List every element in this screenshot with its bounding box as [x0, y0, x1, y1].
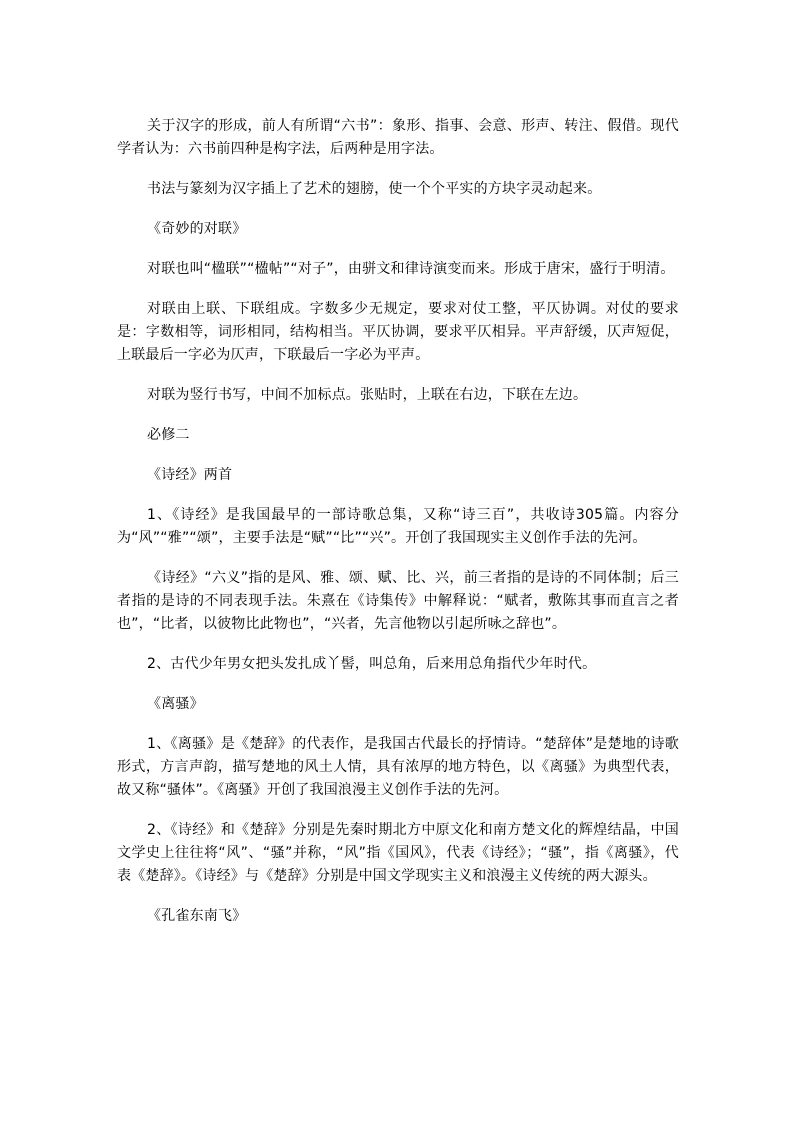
- paragraph-six-scripts: 关于汉字的形成，前人有所谓“六书”：象形、指事、会意、形声、转注、假借。现代学者认为：六书前四种是构字法，后两种是用字法。: [117, 118, 679, 157]
- paragraph-six-principles: 《诗经》“六义”指的是风、雅、颂、赋、比、兴，前三者指的是诗的不同体制；后三者指的是诗的不同表现手法。朱熹在《诗集传》中解释说：“赋者，敷陈其事而直言之者也”，“比者，以彼物比此物也”，“兴者，先言他物以引起所咏之辞也”。: [117, 570, 679, 632]
- heading-book-of-songs: 《诗经》两首: [147, 467, 233, 483]
- heading-couplets: 《奇妙的对联》: [147, 221, 247, 237]
- paragraph-zongjiao: 2、古代少年男女把头发扎成丫髻，叫总角，后来用总角指代少年时代。: [147, 656, 597, 672]
- paragraph-couplet-writing: 对联为竖行书写，中间不加标点。张贴时，上联在右边，下联在左边。: [147, 387, 588, 403]
- document-body: [117, 115, 679, 945]
- paragraph-lisao-2: 2、《诗经》和《楚辞》分别是先秦时期北方中原文化和南方楚文化的辉煌结晶，中国文学史上往往将“风”、“骚”并称，“风”指《国风》，代表《诗经》；“骚”，指《离骚》，代表《楚辞》。《诗经》与《楚辞》分别是中国文学现实主义和浪漫主义传统的两大源头。: [117, 822, 679, 884]
- heading-required-two: 必修二: [147, 427, 190, 443]
- paragraph-couplet-origin: 对联也叫“楹联”“楹帖”“对子”，由骈文和律诗演变而来。形成于唐宋，盛行于明清。: [147, 261, 675, 277]
- paragraph-lisao-1: 1、《离骚》是《楚辞》的代表作，是我国古代最长的抒情诗。“楚辞体”是楚地的诗歌形式，方言声韵，描写楚地的风土人情，具有浓厚的地方特色，以《离骚》为典型代表，故又称“骚体”。《离骚》开创了我国浪漫主义创作手法的先河。: [117, 736, 679, 798]
- paragraph-calligraphy: 书法与篆刻为汉字插上了艺术的翅膀，使一个个平实的方块字灵动起来。: [147, 181, 602, 197]
- heading-lisao: 《离骚》: [147, 696, 204, 712]
- paragraph-couplet-rules: 对联由上联、下联组成。字数多少无规定，要求对仗工整，平仄协调。对仗的要求是：字数相等，词形相同，结构相当。平仄协调，要求平仄相异。平声舒缓，仄声短促，上联最后一字必为仄声，下联最后一字必为平声。: [117, 301, 679, 363]
- heading-peacock: 《孔雀东南飞》: [147, 908, 247, 924]
- paragraph-book-of-songs-1: 1、《诗经》是我国最早的一部诗歌总集，又称“诗三百”，共收诗305篇。内容分为“风”“雅”“颂”，主要手法是“赋”“比”“兴”。开创了我国现实主义创作手法的先河。: [117, 507, 679, 546]
